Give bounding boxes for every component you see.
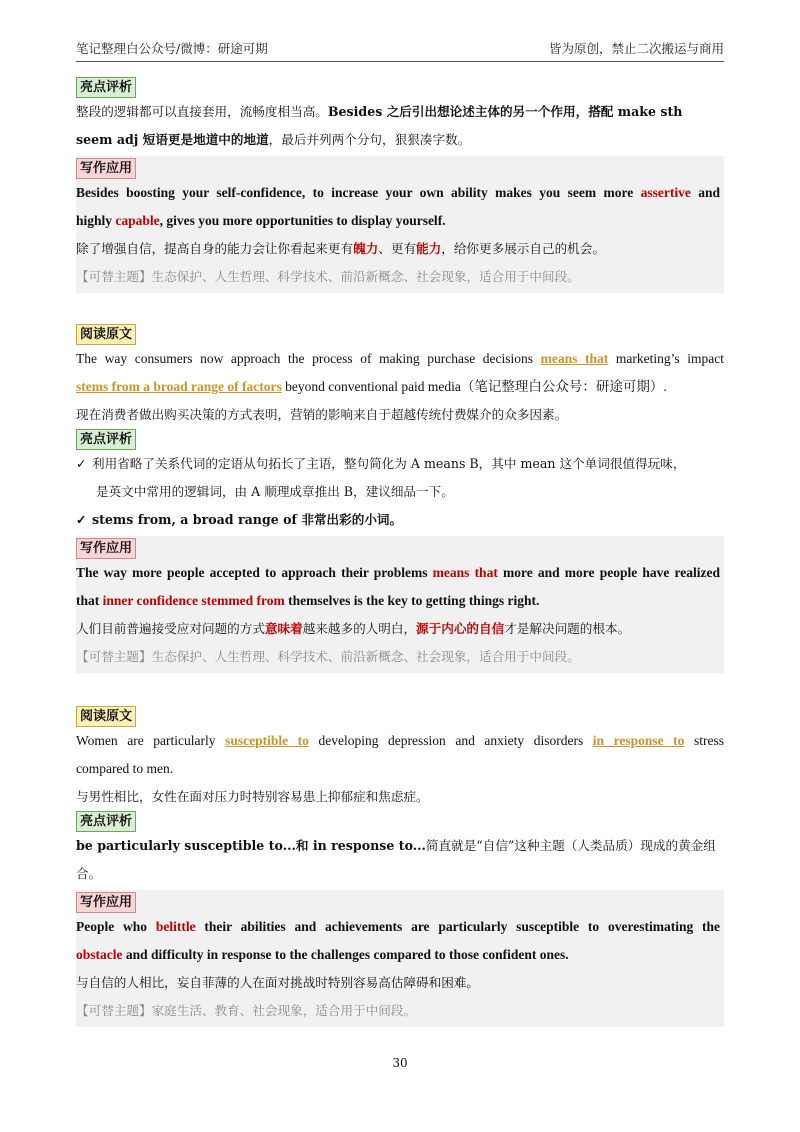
- chinese-translation: 与自信的人相比，妄自菲薄的人在面对挑战时特别容易高估障碍和困难。: [76, 975, 479, 990]
- check-icon: ✓: [76, 456, 87, 471]
- reading-label: 阅读原文: [76, 706, 136, 727]
- writing-label: 写作应用: [76, 538, 136, 559]
- check-icon: ✓: [76, 512, 87, 527]
- page-header: [76, 39, 724, 61]
- alt-topics: 【可替主题】生态保护、人生哲理、科学技术、前沿新概念、社会现象，适合用于中间段。: [76, 649, 580, 664]
- original-translation: 现在消费者做出购买决策的方式表明，营销的影响来自于超越传统付费媒介的众多因素。: [76, 407, 568, 422]
- original-translation: 与男性相比，女性在面对压力时特别容易患上抑郁症和焦虑症。: [76, 789, 429, 804]
- check-item-2: ✓ stems from, a broad range of 非常出彩的小词。: [76, 506, 724, 534]
- chinese-translation: 人们目前普遍接受应对问题的方式意味着越来越多的人明白，源于内心的自信才是解决问题的根本。: [76, 621, 631, 636]
- writing-label: 写作应用: [76, 158, 136, 179]
- alt-topics: 【可替主题】家庭生活、教育、社会现象，适合用于中间段。: [76, 1003, 417, 1018]
- writing-label: 写作应用: [76, 892, 136, 913]
- highlight-text: be particularly susceptible to...和 in response to...简直就是“自信”这种主题（人类品质）现成的黄金组合。: [76, 838, 716, 881]
- original-sentence: The way consumers now approach the process of making purchase decisions means that marketing’s impact: [76, 351, 725, 366]
- highlight-label: 亮点评析: [76, 811, 136, 832]
- english-sentence: People who belittle their abilities and achievements are particularly susceptible to overestimating the: [76, 919, 720, 934]
- writing-application: 写作应用 The way more people accepted to approach their problems means that more and more people have realized that inner confidence stemmed from themselves is the key to getting things right. 人们目前普遍接受应对问题的方式意味着越来越多的人明白，源于内心的自信才是解决问题的根本。 【可替主题】生态保护、人生哲理、科学技术、前沿新概念、社会现象，适合用于中间段。: [76, 536, 724, 673]
- highlight-label: 亮点评析: [76, 77, 136, 98]
- header-divider: [76, 61, 724, 62]
- chinese-translation: 除了增强自信，提高自身的能力会让你看起来更有魄力、更有能力，给你更多展示自己的机会。: [76, 241, 605, 256]
- original-sentence: Women are particularly susceptible to developing depression and anxiety disorders in response to stress: [76, 733, 725, 748]
- english-sentence: Besides boosting your self-confidence, to increase your own ability makes you seem more assertive and: [76, 185, 720, 200]
- reading-label: 阅读原文: [76, 324, 136, 345]
- block-3: 阅读原文 Women are particularly susceptible to developing depression and anxiety disorders in response to stress compared to men. 与男性相比，女性在面对压力时特别容易患上抑郁症和焦虑症。 亮点评析 be particularly susceptible to...和 in response to...简直就是“自信”这种主题（人类品质）现成的黄金组合。 写作应用 People who belittle their abilities and achievements are particularly susceptible to overestimating the obstacle and difficulty in response to the challenges compared to those confident ones. 与自信的人相比，妄自菲薄的人在面对挑战时特别容易高估障碍和困难。 【可替主题】家庭生活、教育、社会现象，适合用于中间段。: [76, 706, 724, 1027]
- highlight-text: 整段的逻辑都可以直接套用，流畅度相当高。Besides 之后引出想论述主体的另一个作用，搭配 make sth seem adj 短语更是地道中的地道，最后并列两个分句，狠狠凑字数。: [76, 104, 683, 147]
- highlight-label: 亮点评析: [76, 429, 136, 450]
- header-left: 笔记整理白公众号/微博：研途可期: [76, 41, 268, 56]
- block-2: 阅读原文 The way consumers now approach the process of making purchase decisions means that marketing’s impact stems from a broad range of factors beyond conventional paid media（笔记整理白公众号：研途可期）. 现在消费者做出购买决策的方式表明，营销的影响来自于超越传统付费媒介的众多因素。 亮点评析 ✓ 利用省略了关系代词的定语从句拓长了主语，整句简化为 A means B，其中 mean 这个单词很值得玩味， 是英文中常用的逻辑词，由 A 顺理成章推出 B，建议细品一下。 ✓ stems from, a broad range of 非常出彩的小词。 写作应用 The way more people accepted to approach their problems means that more and more people have realized that inner confidence stemmed from themselves is the key to getting things right. 人们目前普遍接受应对问题的方式意味着越来越多的人明白，源于内心的自信才是解决问题的根本。 【可替主题】生态保护、人生哲理、科学技术、前沿新概念、社会现象，适合用于中间段。: [76, 324, 724, 673]
- writing-application: 写作应用 Besides boosting your self-confidence, to increase your own ability makes you seem more assertive and highly capable, gives you more opportunities to display yourself. 除了增强自信，提高自身的能力会让你看起来更有魄力、更有能力，给你更多展示自己的机会。 【可替主题】生态保护、人生哲理、科学技术、前沿新概念、社会现象，适合用于中间段。: [76, 156, 724, 293]
- alt-topics: 【可替主题】生态保护、人生哲理、科学技术、前沿新概念、社会现象，适合用于中间段。: [76, 269, 580, 284]
- writing-application: 写作应用 People who belittle their abilities and achievements are particularly susceptible to overestimating the obstacle and difficulty in response to the challenges compared to those confident ones. 与自信的人相比，妄自菲薄的人在面对挑战时特别容易高估障碍和困难。 【可替主题】家庭生活、教育、社会现象，适合用于中间段。: [76, 890, 724, 1027]
- header-right: 皆为原创，禁止二次搬运与商用: [548, 41, 724, 56]
- block-1: [76, 77, 724, 293]
- english-sentence: The way more people accepted to approach their problems means that more and more people have realized: [76, 565, 720, 580]
- page-number: 30: [392, 1056, 408, 1070]
- check-item-1: ✓ 利用省略了关系代词的定语从句拓长了主语，整句简化为 A means B，其中 mean 这个单词很值得玩味，: [76, 450, 724, 478]
